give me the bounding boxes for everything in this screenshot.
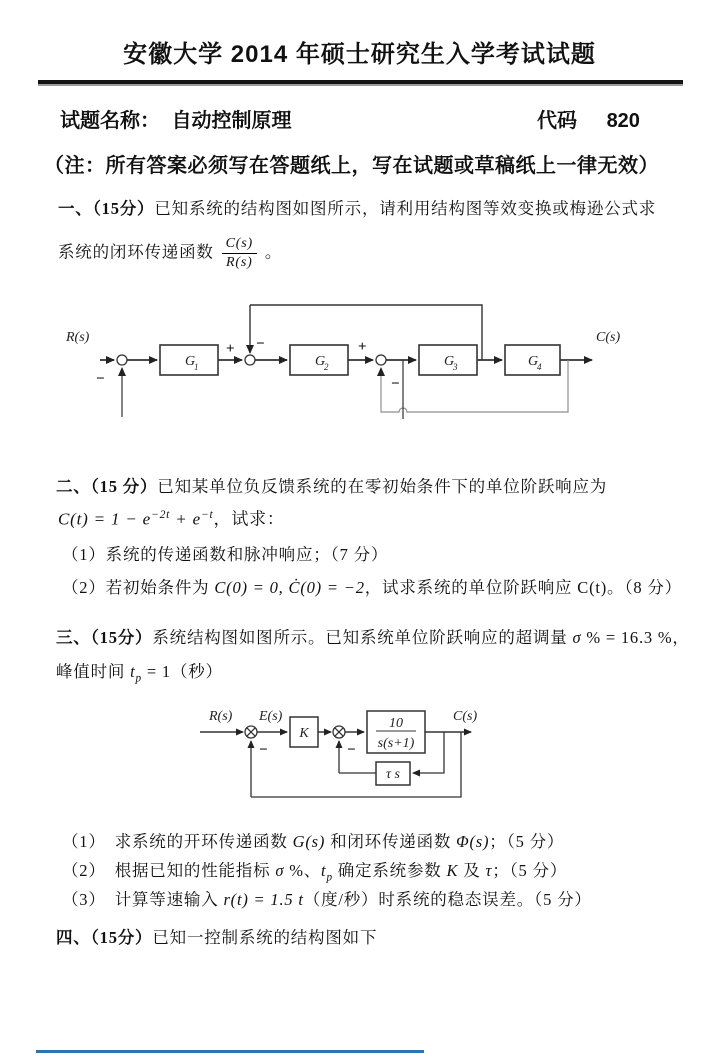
q1-prefix: 一、（15分） [58,199,155,218]
q3-item-3: （3） 计算等速输入 r(t) = 1.5 t（度/秒）时系统的稳态误差。（5 分） [62,890,592,909]
q3-input-label: R(s) [209,709,233,724]
q3-error-label: E(s) [259,709,283,724]
q1-line1: 已知系统的结构图如图所示，请利用结构图等效变换或梅逊公式求 [154,199,657,218]
footer-accent-line [36,1050,424,1053]
q2-line1: 已知某单位负反馈系统的在零初始条件下的单位阶跃响应为 [157,477,608,496]
q2-formula: $C(t) = 1 - e^{-2t} + e^{-t}$，试求： [58,508,285,529]
subject-label: 试题名称： [60,110,160,132]
block-g1-sub: 1 [194,362,199,372]
q3-outer-feedback [251,732,461,797]
sum3-minus-sign: − [391,376,400,392]
q4-prefix: 四、（15分） [56,928,153,947]
plant-numerator: 10 [389,716,403,731]
title-rule [38,80,683,86]
q3-output-label: C(s) [453,709,478,724]
q3-item-1: （1） 求系统的开环传递函数 G(s) 和闭环传递函数 Φ(s)；（5 分） [62,832,565,851]
q1-line2 [58,236,678,271]
exam-code [537,104,640,133]
summing-junction-2 [245,355,255,365]
summing-junction-1 [117,355,127,365]
q3-sum1-minus-sign: − [259,742,268,758]
subject-value: 自动控制原理 [171,110,292,132]
q3-sum2-minus-sign: − [347,742,356,758]
answer-note: （注：所有答案必须写在答题纸上，写在试题或草稿纸上一律无效） [44,155,659,177]
block-g3-sub: 3 [453,362,458,372]
sum3-plus-sign: + [358,339,367,355]
q3-summing-junction-2 [333,726,345,738]
q2-heading [56,477,686,498]
output-label: C(s) [596,330,621,345]
sum2-plus-sign: + [226,341,235,357]
q3-line1: 系统结构图如图所示。已知系统单位阶跃响应的超调量 σ % = 16.3 %， [152,628,690,647]
q3-line-2: 峰值时间 $t_p = 1$（秒） [56,662,223,685]
code-label: 代码 [537,110,577,132]
block-g4-label: G [528,354,539,369]
block-g3-label: G [444,354,455,369]
block-g2-sub: 2 [324,362,329,372]
block-g1-label: G [185,354,196,369]
subject-row [60,104,292,133]
block-k-label: K [299,726,309,741]
q2-prefix: 二、（15 分） [56,477,158,496]
sum1-minus-sign: − [96,371,105,387]
q2-item-2: （2）若初始条件为 C(0) = 0, Ċ(0) = −2，试求系统的单位阶跃响应 C(t)。（8 分） [62,578,682,597]
fraction-numerator: C(s) [222,236,257,254]
q4-heading [56,928,696,949]
q3-block-diagram [195,698,525,818]
q1-line2-end: 。 [264,242,283,262]
q3-summing-junction-1 [245,726,257,738]
q2-item-1: （1）系统的传递函数和脉冲响应；（7 分） [62,545,389,564]
input-label: R(s) [66,330,90,345]
summing-junction-3 [376,355,386,365]
plant-denominator: s(s+1) [377,736,415,751]
block-g4-sub: 4 [537,362,542,372]
closed-loop-fraction [222,236,257,271]
q1-heading [58,199,678,220]
page-title: 安徽大学 2014 年硕士研究生入学考试试题 [123,41,596,68]
fraction-denominator: R(s) [226,255,253,271]
block-g2-label: G [315,354,326,369]
q1-block-diagram [50,293,650,443]
sum2-minus-sign: − [256,336,265,352]
q3-item-2: （2） 根据已知的性能指标 σ %、$t_p$ 确定系统参数 K 及 τ；（5 分） [62,861,568,884]
q3-prefix: 三、（15分） [56,628,153,647]
code-value: 820 [606,110,640,132]
block-tau-label: τ s [386,767,400,782]
q4-line1: 已知一控制系统的结构图如下 [152,928,378,947]
q3-heading [56,628,696,649]
q1-line2-text: 系统的闭环传递函数 [58,242,214,262]
